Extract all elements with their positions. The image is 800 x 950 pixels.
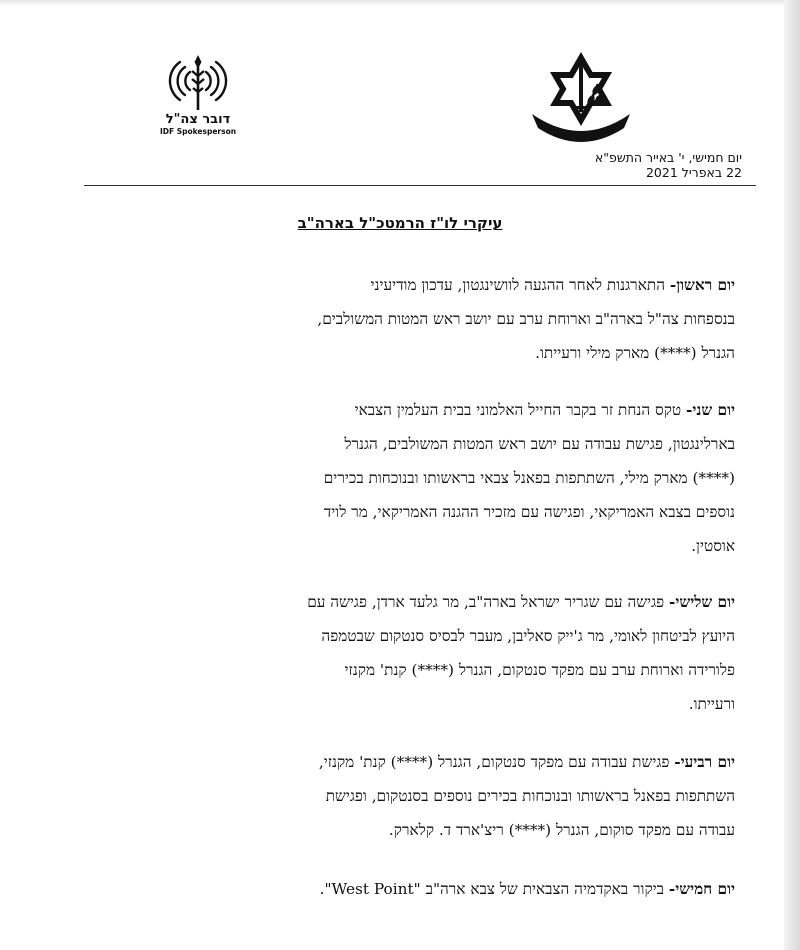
day-label: יום שלישי- (669, 593, 735, 611)
day-label: יום שני- (686, 401, 735, 419)
text-line: (****) מארק מילי, השתתפות בפאנל צבאי בראשותו ובנוכחות בכירים (323, 469, 735, 487)
text-line: התארגנות לאחר ההגעה לוושינגטון, עדכון מודיעיני (370, 276, 670, 294)
text-line: טקס הנחת זר בקבר החייל האלמוני בבית העלמין הצבאי (354, 401, 687, 419)
spokesperson-logo (158, 50, 238, 136)
text-line: הגנרל (****) מארק מילי ורעייתו. (535, 344, 735, 362)
date-gregorian: 22 באפריל 2021 (645, 165, 742, 180)
text-line: בארלינגטון, פגישת עבודה עם יושב ראש המטות המשולבים, הגנרל (344, 435, 735, 453)
title-text: עיקרי לו"ז הרמטכ"ל בארה"ב (297, 214, 503, 232)
text-line: פגישה עם שגריר ישראל בארה"ב, מר גלעד ארדן, פגישה עם (307, 593, 670, 611)
day-label: יום ראשון- (669, 276, 735, 294)
day-sunday-paragraph (95, 268, 735, 370)
broadcast-antenna-icon (167, 50, 229, 112)
day-thursday-paragraph (95, 872, 735, 906)
idf-emblem-icon (528, 48, 634, 148)
page-top-shadow (0, 0, 800, 6)
text-line: פלורידה וארוחת ערב עם מפקד סנטקום, הגנרל (****) קנת' מקנזי (344, 661, 735, 679)
date-block (482, 150, 742, 180)
text-line: פגישת עבודה עם מפקד סנטקום, הגנרל (****) קנת' מקנזי, (318, 753, 675, 771)
day-tuesday-paragraph (95, 585, 735, 721)
day-label: יום רביעי- (674, 753, 735, 771)
page-edge-shadow (784, 0, 800, 950)
idf-emblem (528, 48, 634, 148)
date-hebrew: יום חמישי, י' באייר התשפ"א (594, 150, 742, 165)
text-line: ביקור באקדמיה הצבאית של צבא ארה"ב "West Point". (319, 880, 669, 898)
text-line: ורעייתו. (688, 695, 735, 713)
text-line: היועץ לביטחון לאומי, מר ג'ייק סאליבן, מעבר לבסיס סנטקום שבטמפה (321, 627, 735, 645)
document-title (0, 214, 800, 232)
header-divider (84, 185, 756, 186)
text-line: עבודה עם מפקד סוקום, הגנרל (****) ריצ'ארד ד. קלארק. (388, 821, 735, 839)
day-monday-paragraph (95, 393, 735, 563)
day-label: יום חמישי- (668, 880, 735, 898)
text-line: בנספחות צה"ל בארה"ב וארוחת ערב עם יושב ראש המטות המשולבים, (317, 310, 735, 328)
day-wednesday-paragraph (95, 745, 735, 847)
unit-name-english: IDF Spokesperson (159, 127, 237, 136)
text-line: נוספים בצבא האמריקאי, ופגישה עם מזכיר ההגנה האמריקאי, מר לויד (323, 503, 735, 521)
text-line: השתתפות בפאנל בראשותו ובנוכחות בכירים נוספים בסנטקום, ופגישת (325, 787, 735, 805)
text-line: אוסטין. (691, 537, 735, 555)
unit-name-hebrew: דובר צה"ל (165, 112, 231, 127)
